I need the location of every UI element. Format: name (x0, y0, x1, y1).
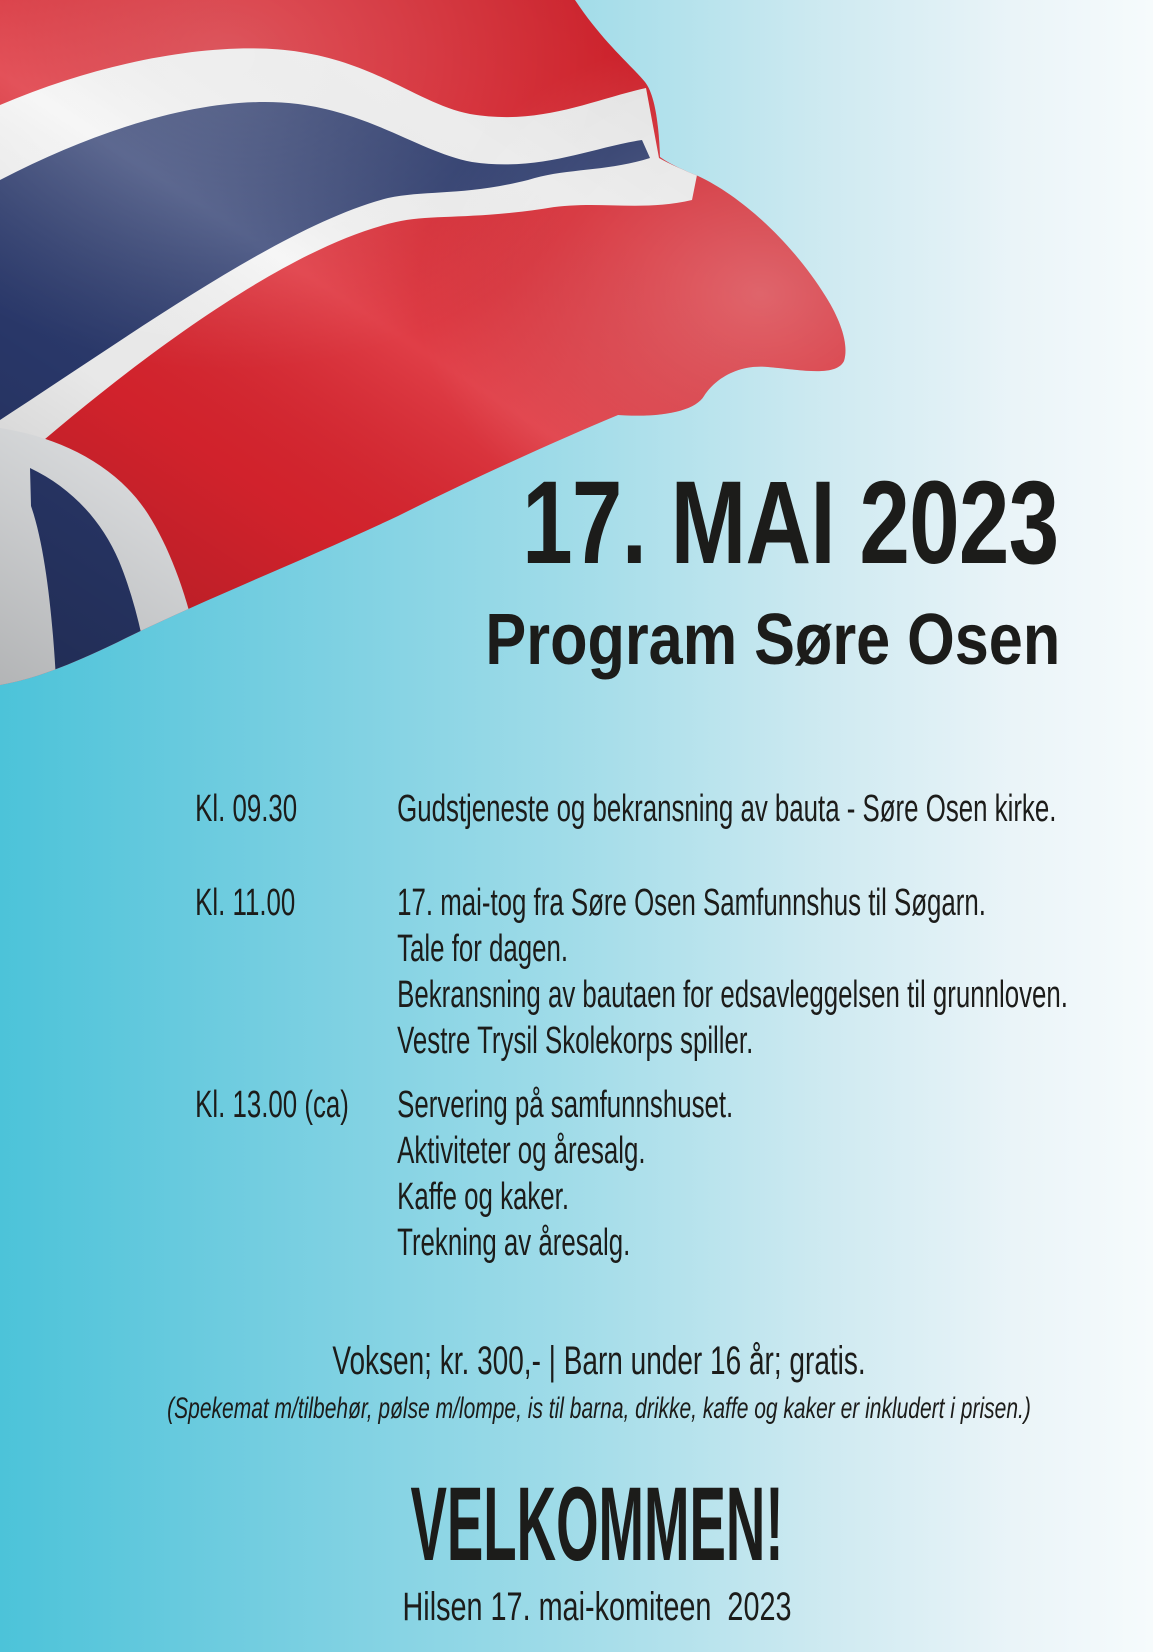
norwegian-flag-graphic (0, 0, 905, 700)
schedule-item: Trekning av åresalg. (397, 1222, 631, 1264)
welcome-heading: VELKOMMEN! (409, 1466, 784, 1583)
flag-highlight-top (0, 0, 905, 700)
schedule-item: Gudstjeneste og bekransning av bauta - Søre Osen kirke. (397, 788, 1057, 830)
schedule-item: Tale for dagen. (397, 928, 569, 970)
schedule-row-1100 (0, 880, 1129, 1064)
page-title: 17. MAI 2023 (521, 457, 1058, 589)
schedule-time: Kl. 11.00 (195, 882, 296, 924)
schedule-items (397, 1082, 1129, 1266)
price-line: Voksen; kr. 300,- | Barn under 16 år; gratis. (331, 1339, 866, 1383)
price-note: (Spekemat m/tilbehør, pølse m/lompe, is til barna, drikke, kaffe og kaker er inkludert i prisen.) (166, 1392, 1031, 1425)
schedule-row-0930 (0, 786, 1129, 832)
schedule-item: Bekransning av bautaen for edsavleggelsen til grunnloven. (397, 974, 1068, 1016)
schedule-item: Vestre Trysil Skolekorps spiller. (397, 1020, 754, 1062)
committee-signature: Hilsen 17. mai-komiteen 2023 (401, 1585, 792, 1629)
schedule-items (397, 786, 1129, 832)
schedule-items (397, 880, 1129, 1064)
schedule-item: Aktiviteter og åresalg. (397, 1130, 646, 1172)
schedule-time: Kl. 09.30 (195, 788, 298, 830)
schedule-row-1300 (0, 1082, 1129, 1266)
page-subtitle: Program Søre Osen (485, 600, 1060, 680)
schedule-item: 17. mai-tog fra Søre Osen Samfunnshus til Søgarn. (397, 882, 986, 924)
schedule-item: Servering på samfunnshuset. (397, 1084, 734, 1126)
schedule-item: Kaffe og kaker. (397, 1176, 570, 1218)
schedule-time: Kl. 13.00 (ca) (195, 1084, 349, 1126)
